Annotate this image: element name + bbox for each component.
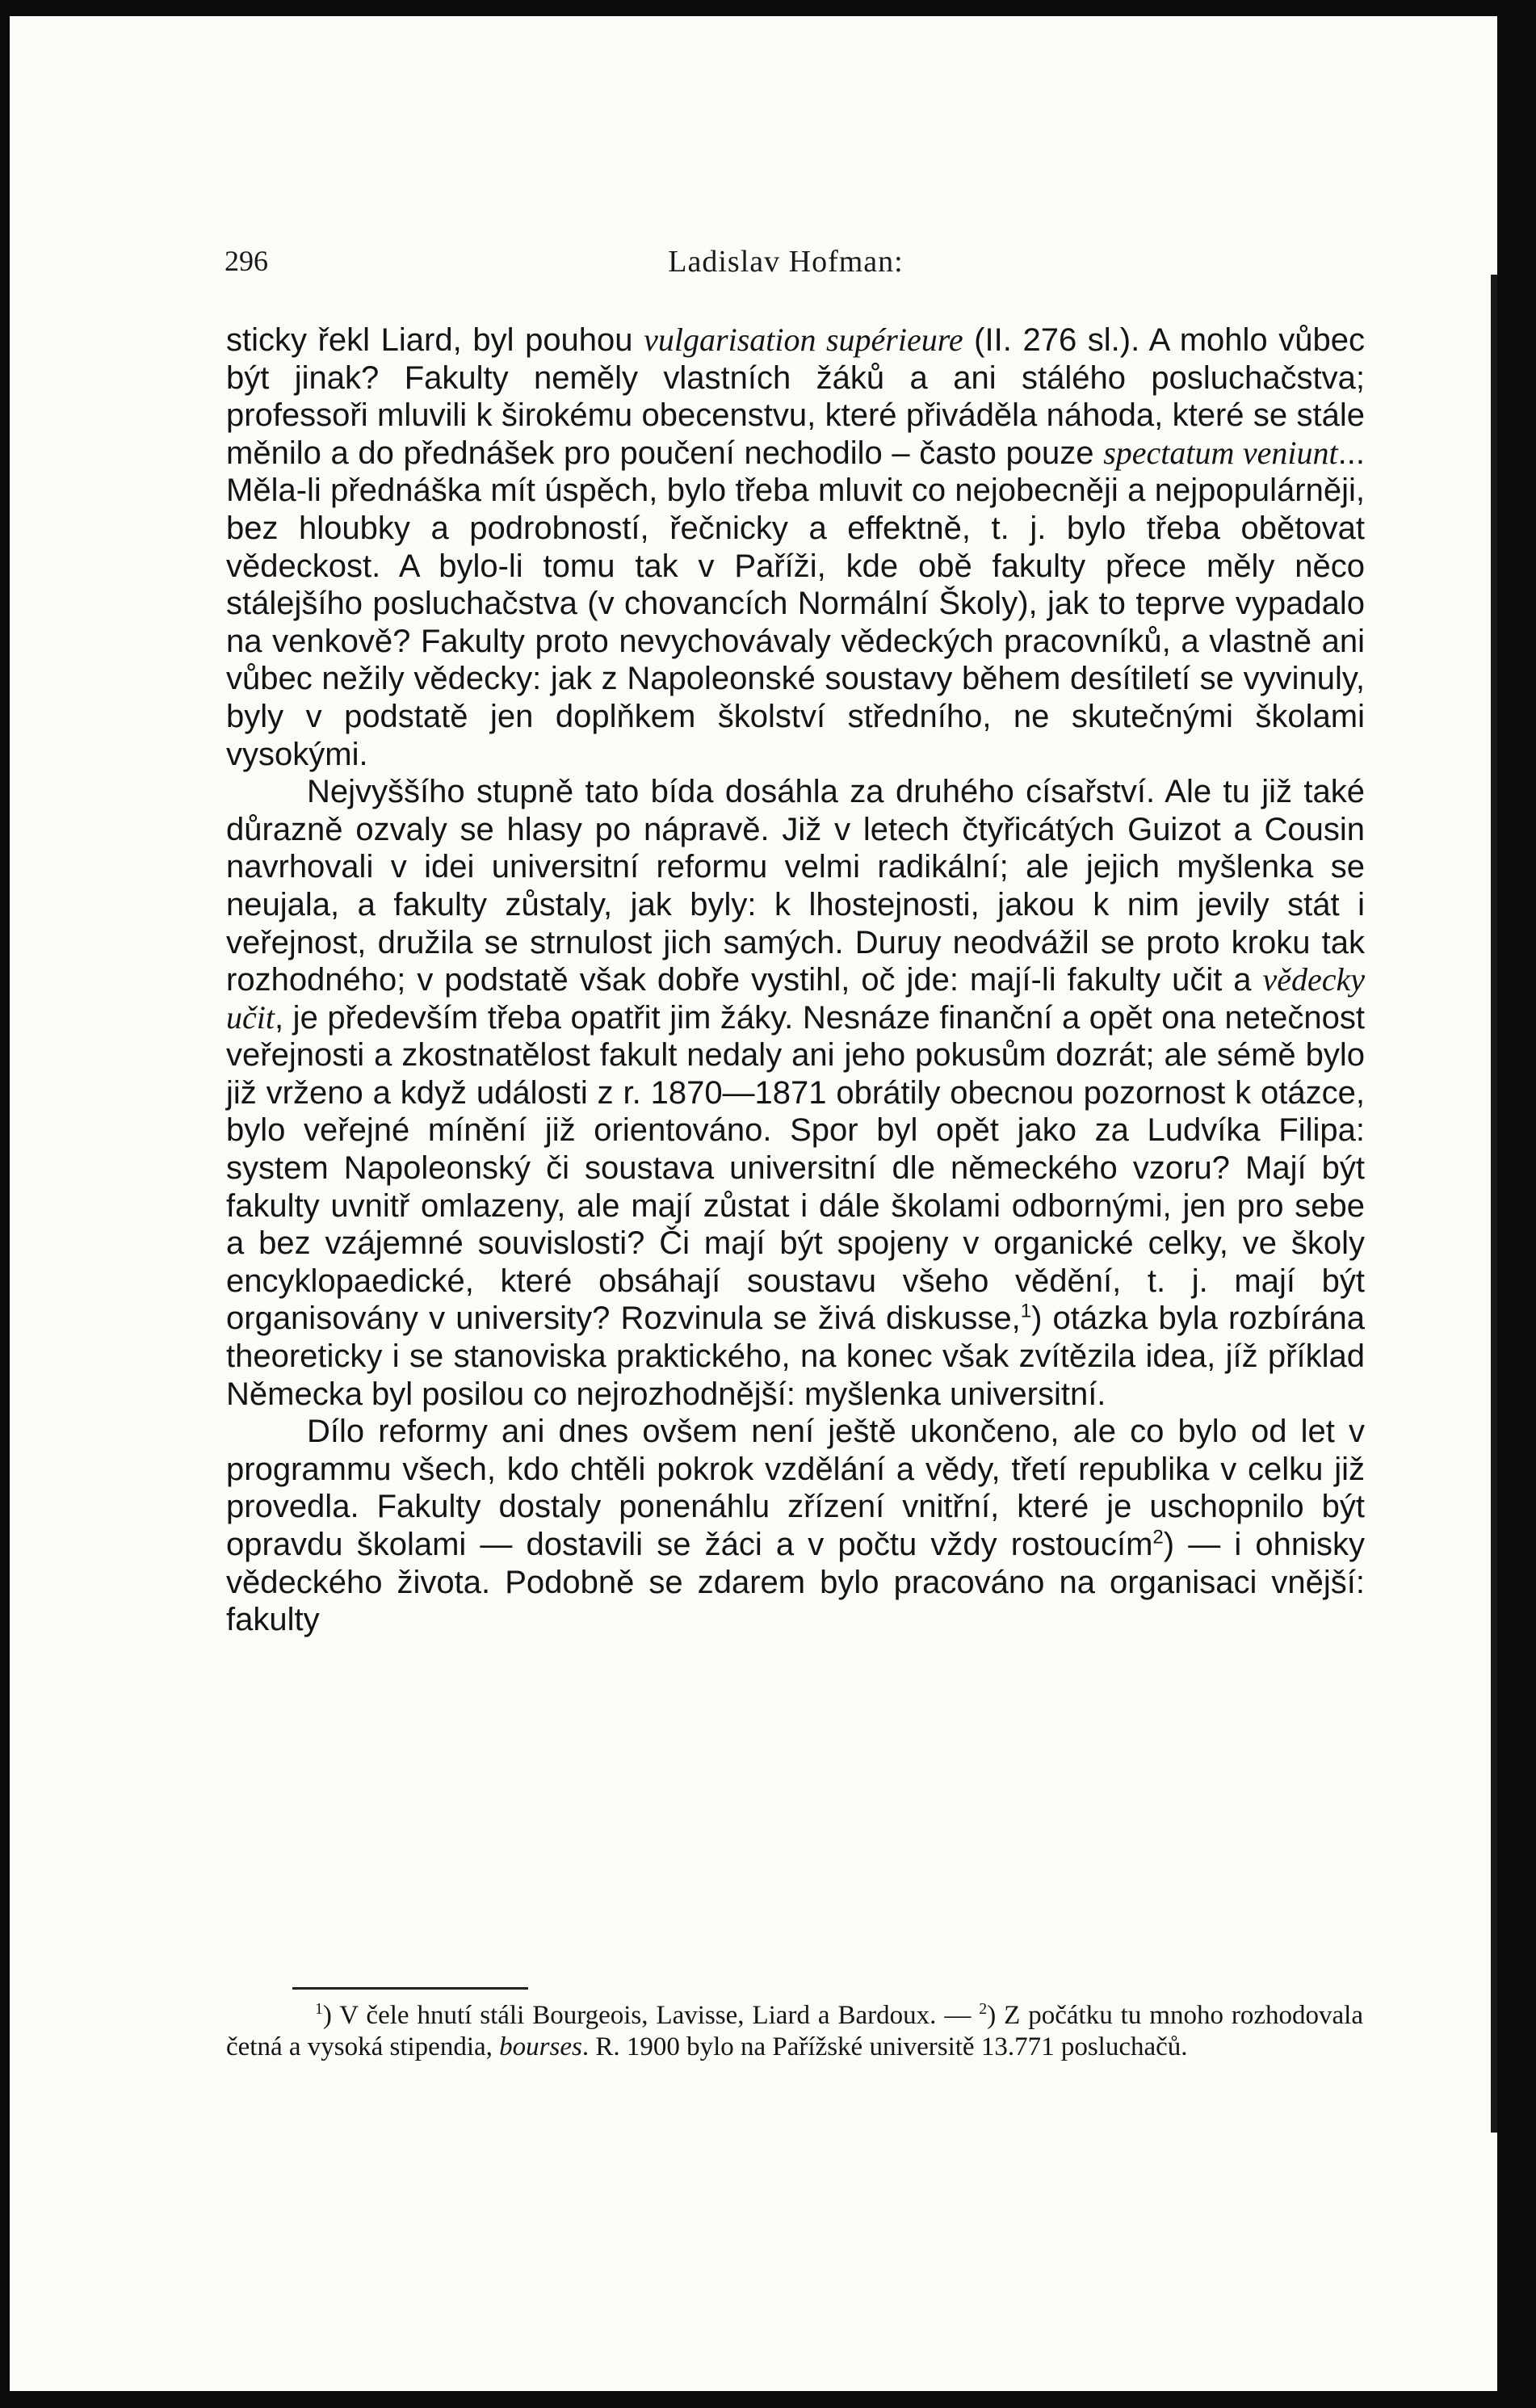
footnote-1-text: ) V čele hnutí stáli Bourgeois, Lavisse, Liard a Bardoux. — bbox=[322, 2001, 980, 2030]
p1-text-a: sticky řekl Liard, byl pouhou bbox=[226, 322, 644, 358]
footnote-2-italic: bourses bbox=[499, 2032, 582, 2061]
footnote-marker-2: 2 bbox=[979, 2000, 988, 2018]
footnote-ref-2: 2 bbox=[1152, 1526, 1164, 1549]
body-text bbox=[226, 321, 1365, 1639]
p1-italic-latin: spectatum veniunt bbox=[1103, 434, 1338, 471]
p2-text-c: , je především třeba opatřit jim žáky. Nesnáze finanční a opět ona netečnost veřejnosti a zkostnatělost fakult nedaly ani jeho pokusům dozrát; ale sémě bylo již vrženo a když události z r. 1870—1871 obrátily obecnou pozornost k otázce, bylo veřejné mínění již orientováno. Spor byl opět jako za Ludvíka Filipa: system Napoleonský či soustava universitní dle německého vzoru? Mají být fakulty uvnitř omlazeny, ale mají zůstat i dále školami odbornými, jen pro sebe a bez vzájemné souvislosti? Či mají být spojeny v organické celky, ve školy encyklopaedické, které obsáhají soustavu všeho vědění, t. j. mají být organisovány v university? Rozvinula se živá diskusse, bbox=[226, 999, 1365, 1337]
p1-text-c: (II. 276 sl.). A mohlo vůbec být jinak? Fakulty neměly vlastních žáků a ani stálého posluchačstva; professoři mluvili k širokému obecenstvu, které přiváděla náhoda, které se stále měnilo a do přednášek pro poučení nechodilo – často pouze bbox=[226, 322, 1365, 471]
page-number: 296 bbox=[225, 245, 268, 277]
p1-italic-term: vulgarisation supérieure bbox=[644, 321, 963, 358]
p2-text-d: ) otázka byla rozbírána theoreticky i se stanoviska praktického, na konec však zvítězila idea, jíž příklad Německa byl posilou co nejrozhodnější: myšlenka universitní. bbox=[226, 1301, 1366, 1412]
page-edge-shadow bbox=[1491, 275, 1497, 2133]
paragraph-2 bbox=[226, 773, 1365, 1413]
p2-text-a: Nejvyššího stupně tato bída dosáhla za druhého císařství. Ale tu již také důrazně ozvaly se hlasy po nápravě. Již v letech čtyřicátých Guizot a Cousin navrhovali v idei universitní reformu velmi radikální; ale jejich myšlenka se neujala, a fakulty zůstaly, jak byly: k lhostejnosti, jakou k nim jevily stát i veřejnost, družila se strnulost jich samých. Duruy neodvážil se proto kroku tak rozhodného; v podstatě však dobře vystihl, oč jde: mají-li fakulty učit a bbox=[226, 774, 1365, 998]
footnote-2-text-a: ) Z počátku tu mnoho rozhodovala četná a vysoká stipendia, bbox=[226, 2001, 1363, 2061]
p1-text-e: ... Měla-li přednáška mít úspěch, bylo třeba mluvit co nejobecněji a nejpopulárněji, bez hloubky a podrobností, řečnicky a effektně, t. j. bylo třeba obětovat vědeckost. A bylo-li tomu tak v Paříži, kde obě fakulty přece měly něco stálejšího posluchačstva (v chovancích Normální Školy), jak to teprve vypadalo na venkově? Fakulty proto nevychovávaly vědeckých pracovníků, a vlastně ani vůbec nežily vědecky: jak z Napoleonské soustavy během desítiletí se vyvinuly, byly v podstatě jen doplňkem školství středního, ne skutečnými školami vysokými. bbox=[226, 435, 1365, 772]
p3-text-a: Dílo reformy ani dnes ovšem není ještě ukončeno, ale co bylo od let v programmu všech, kdo chtěli pokrok vzdělání a vědy, třetí republika v celku již provedla. Fakulty dostaly ponenáhlu zřízení vnitřní, které je uschopnilo být opravdu školami — dostavili se žáci a v počtu vždy rostoucím bbox=[226, 1414, 1365, 1562]
p2-italic-phrase: vědecky učit bbox=[226, 961, 1365, 1036]
running-head: Ladislav Hofman: bbox=[668, 245, 904, 279]
footnote-text bbox=[226, 2000, 1363, 2063]
page-header bbox=[225, 244, 1347, 284]
footnote-ref-1: 1 bbox=[1020, 1301, 1032, 1323]
footnote-2-text-b: . R. 1900 bylo na Pařížské universitě 13.771 posluchačů. bbox=[581, 2032, 1188, 2061]
footnotes bbox=[226, 2000, 1363, 2063]
paragraph-3 bbox=[226, 1413, 1365, 1639]
p3-text-b: ) — i ohnisky vědeckého života. Podobně se zdarem bylo pracováno na organisaci vnější: fakulty bbox=[226, 1527, 1366, 1638]
paragraph-1 bbox=[226, 321, 1365, 773]
footnote-marker-1: 1 bbox=[315, 2000, 323, 2018]
footnote-separator bbox=[292, 1987, 528, 1990]
